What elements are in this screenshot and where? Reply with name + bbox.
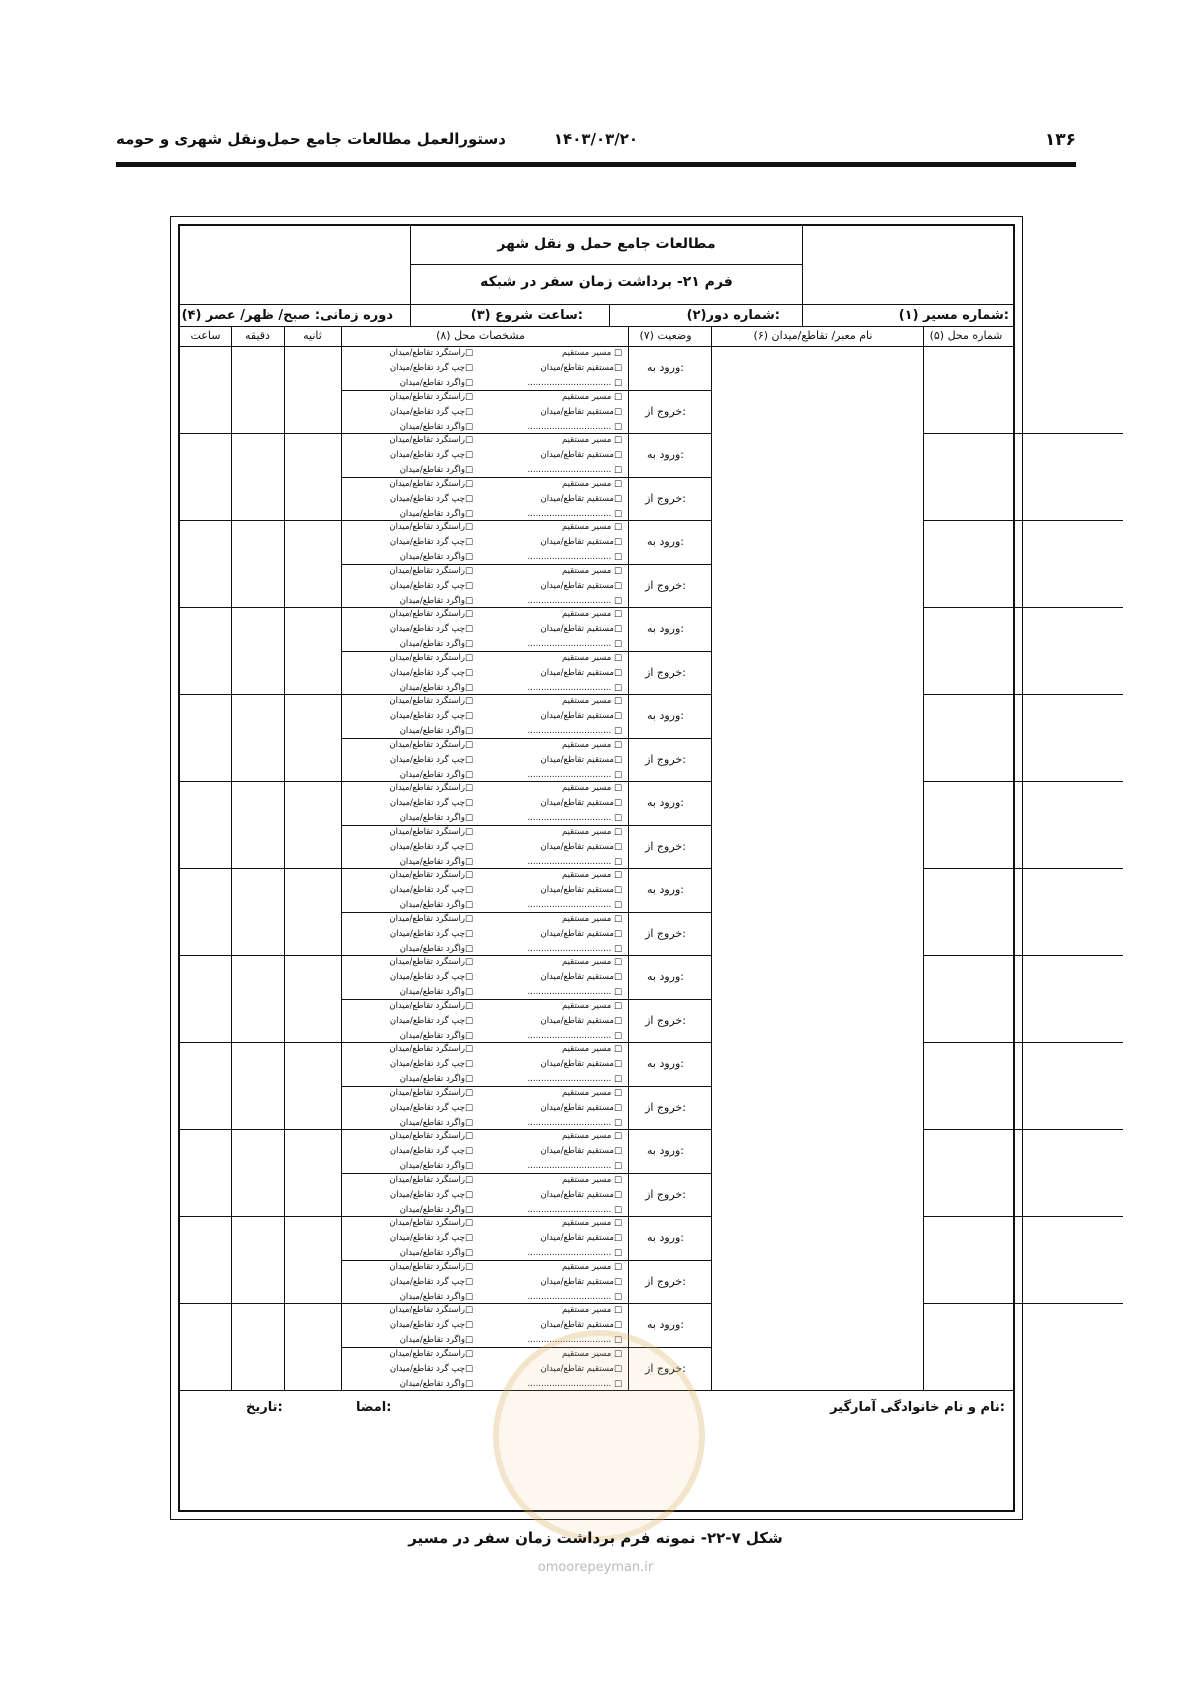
- status-exit-label: خروج از:: [645, 665, 686, 679]
- spec-option[interactable]: □راستگرد تقاطع/میدان: [389, 348, 473, 358]
- place-spec-options: [389, 1303, 473, 1348]
- status-option[interactable]: □مستقیم تقاطع/میدان: [540, 493, 622, 504]
- spec-option[interactable]: □واگرد تقاطع/میدان: [399, 552, 473, 562]
- status-option[interactable]: □ مسیر مستقیم: [561, 565, 622, 576]
- spec-option[interactable]: □راستگرد تقاطع/میدان: [389, 783, 473, 793]
- spec-option[interactable]: □راستگرد تقاطع/میدان: [389, 522, 473, 532]
- col-place-spec: (۸) مشخصات محل: [436, 329, 525, 342]
- place-spec-options: [389, 607, 473, 652]
- place-spec-options: [389, 738, 473, 783]
- status-option[interactable]: □ ...............................: [527, 378, 622, 388]
- spec-option[interactable]: □چپ گرد تقاطع/میدان: [389, 624, 473, 634]
- spec-option[interactable]: □راستگرد تقاطع/میدان: [389, 391, 473, 402]
- spec-option[interactable]: □واگرد تقاطع/میدان: [399, 726, 473, 736]
- place-spec-options: [389, 1260, 473, 1305]
- status-entry-label: ورود به:: [646, 535, 684, 548]
- signature-field: امضا:: [356, 1400, 392, 1415]
- table-row: [180, 825, 1013, 869]
- status-options: [528, 1086, 623, 1131]
- status-option[interactable]: □ ...............................: [527, 1030, 622, 1041]
- spec-option[interactable]: □راستگرد تقاطع/میدان: [389, 609, 473, 619]
- status-option[interactable]: □مستقیم تقاطع/میدان: [540, 798, 622, 808]
- spec-option[interactable]: □واگرد تقاطع/میدان: [399, 639, 473, 649]
- document-title: دستورالعمل مطالعات جامع حمل‌ونقل شهری و حومه: [116, 130, 506, 148]
- spec-option[interactable]: □چپ گرد تقاطع/میدان: [389, 1233, 473, 1243]
- place-spec-options: [389, 1173, 473, 1218]
- status-option[interactable]: □مستقیم تقاطع/میدان: [540, 624, 622, 634]
- status-entry-label: ورود به:: [646, 709, 684, 722]
- status-options: [528, 346, 623, 391]
- status-option[interactable]: □ ...............................: [527, 1248, 622, 1258]
- status-option[interactable]: □ مسیر مستقیم: [561, 1131, 622, 1141]
- col-place-number: (۵) شماره محل: [929, 329, 1003, 342]
- spec-option[interactable]: □چپ گرد تقاطع/میدان: [389, 798, 473, 808]
- status-option[interactable]: □مستقیم تقاطع/میدان: [540, 1276, 622, 1287]
- status-options: [528, 607, 623, 652]
- status-option[interactable]: □ مسیر مستقیم: [561, 826, 622, 837]
- table-row: [180, 1129, 1013, 1173]
- watermark-text: omoorepeyman.ir: [537, 1560, 654, 1575]
- status-option[interactable]: □مستقیم تقاطع/میدان: [540, 1320, 622, 1330]
- status-options: [528, 955, 623, 1000]
- status-option[interactable]: □ ...............................: [527, 682, 622, 693]
- spec-option[interactable]: □چپ گرد تقاطع/میدان: [389, 1102, 473, 1113]
- status-option[interactable]: □ مسیر مستقیم: [561, 1348, 622, 1359]
- status-option[interactable]: □ ...............................: [527, 856, 622, 867]
- status-option[interactable]: □ ...............................: [527, 1117, 622, 1128]
- status-option[interactable]: □مستقیم تقاطع/میدان: [540, 1015, 622, 1026]
- status-option[interactable]: □مستقیم تقاطع/میدان: [540, 754, 622, 765]
- place-spec-options: [389, 955, 473, 1000]
- spec-option[interactable]: □راستگرد تقاطع/میدان: [389, 1131, 473, 1141]
- table-row: [180, 912, 1013, 956]
- status-option[interactable]: □ مسیر مستقیم: [561, 870, 622, 880]
- status-option[interactable]: □ ...............................: [527, 508, 622, 519]
- status-option[interactable]: □ ...............................: [527, 813, 622, 823]
- place-spec-options: [389, 520, 473, 565]
- status-options: [528, 390, 623, 435]
- status-option[interactable]: □ مسیر مستقیم: [561, 435, 622, 445]
- table-row: [180, 955, 1013, 999]
- date-field: تاریخ:: [246, 1400, 283, 1415]
- spec-option[interactable]: □واگرد تقاطع/میدان: [399, 465, 473, 475]
- spec-option[interactable]: □چپ گرد تقاطع/میدان: [389, 1059, 473, 1069]
- spec-option[interactable]: □راستگرد تقاطع/میدان: [389, 870, 473, 880]
- place-spec-options: [389, 651, 473, 696]
- status-option[interactable]: □مستقیم تقاطع/میدان: [540, 1189, 622, 1200]
- place-spec-options: [389, 1129, 473, 1174]
- place-spec-options: [389, 868, 473, 913]
- table-row: [180, 868, 1013, 912]
- status-option[interactable]: □مستقیم تقاطع/میدان: [540, 1102, 622, 1113]
- spec-option[interactable]: □واگرد تقاطع/میدان: [399, 1204, 473, 1215]
- spec-option[interactable]: □واگرد تقاطع/میدان: [399, 769, 473, 780]
- spec-option[interactable]: □واگرد تقاطع/میدان: [399, 813, 473, 823]
- status-entry-label: ورود به:: [646, 796, 684, 809]
- table-row: [180, 694, 1013, 738]
- table-row: [180, 564, 1013, 608]
- place-spec-options: [389, 1216, 473, 1261]
- status-options: [528, 564, 623, 609]
- status-exit-label: خروج از:: [645, 839, 686, 853]
- spec-option[interactable]: □راستگرد تقاطع/میدان: [389, 1174, 473, 1185]
- status-entry-label: ورود به:: [646, 448, 684, 461]
- status-entry-label: ورود به:: [646, 970, 684, 983]
- spec-option[interactable]: □واگرد تقاطع/میدان: [399, 378, 473, 388]
- status-option[interactable]: □ مسیر مستقیم: [561, 391, 622, 402]
- table-row: [180, 1216, 1013, 1260]
- spec-option[interactable]: □واگرد تقاطع/میدان: [399, 1074, 473, 1084]
- place-spec-options: [389, 694, 473, 739]
- spec-option[interactable]: □واگرد تقاطع/میدان: [399, 1335, 473, 1345]
- spec-option[interactable]: □واگرد تقاطع/میدان: [399, 856, 473, 867]
- spec-option[interactable]: □واگرد تقاطع/میدان: [399, 595, 473, 606]
- status-entry-label: ورود به:: [646, 622, 684, 635]
- spec-option[interactable]: □چپ گرد تقاطع/میدان: [389, 1320, 473, 1330]
- status-option[interactable]: □ ...............................: [527, 943, 622, 954]
- status-options: [528, 520, 623, 565]
- form-title-form21: فرم ۲۱- برداشت زمان سفر در شبکه: [480, 274, 733, 290]
- place-spec-options: [389, 346, 473, 391]
- status-option[interactable]: □مستقیم تقاطع/میدان: [540, 928, 622, 939]
- status-option[interactable]: □ ...............................: [527, 987, 622, 997]
- status-option[interactable]: □ ...............................: [527, 1378, 622, 1389]
- spec-option[interactable]: □چپ گرد تقاطع/میدان: [389, 450, 473, 460]
- status-entry-label: ورود به:: [646, 1318, 684, 1331]
- status-option[interactable]: □ مسیر مستقیم: [561, 1000, 622, 1011]
- spec-option[interactable]: □واگرد تقاطع/میدان: [399, 682, 473, 693]
- spec-option[interactable]: □واگرد تقاطع/میدان: [399, 987, 473, 997]
- spec-option[interactable]: □راستگرد تقاطع/میدان: [389, 1305, 473, 1315]
- spec-option[interactable]: □واگرد تقاطع/میدان: [399, 943, 473, 954]
- spec-option[interactable]: □راستگرد تقاطع/میدان: [389, 435, 473, 445]
- status-options: [528, 1042, 623, 1087]
- status-option[interactable]: □مستقیم تقاطع/میدان: [540, 1363, 622, 1374]
- status-option[interactable]: □ ...............................: [527, 726, 622, 736]
- status-option[interactable]: □ مسیر مستقیم: [561, 1218, 622, 1228]
- time-period-field: (۴) دوره زمانی: صبح/ ظهر/ عصر: [181, 308, 393, 323]
- status-option[interactable]: □ مسیر مستقیم: [561, 609, 622, 619]
- form-title-study: مطالعات جامع حمل و نقل شهر: [497, 236, 716, 252]
- spec-option[interactable]: □راستگرد تقاطع/میدان: [389, 1348, 473, 1359]
- status-option[interactable]: □مستقیم تقاطع/میدان: [540, 406, 622, 417]
- table-row: [180, 738, 1013, 782]
- status-exit-label: خروج از:: [645, 404, 686, 418]
- status-options: [528, 477, 623, 522]
- status-exit-label: خروج از:: [645, 578, 686, 592]
- place-spec-options: [389, 564, 473, 609]
- status-options: [528, 1216, 623, 1261]
- spec-option[interactable]: □راستگرد تقاطع/میدان: [389, 957, 473, 967]
- spec-option[interactable]: □راستگرد تقاطع/میدان: [389, 1218, 473, 1228]
- page-header: [116, 130, 1076, 152]
- status-option[interactable]: □مستقیم تقاطع/میدان: [540, 1059, 622, 1069]
- status-option[interactable]: □ مسیر مستقیم: [561, 1174, 622, 1185]
- status-options: [528, 1173, 623, 1218]
- table-row: [180, 1086, 1013, 1130]
- place-spec-options: [389, 825, 473, 870]
- spec-option[interactable]: □راستگرد تقاطع/میدان: [389, 739, 473, 750]
- table-row: [180, 651, 1013, 695]
- status-option[interactable]: □ ...............................: [527, 1335, 622, 1345]
- header-rule: [116, 162, 1076, 167]
- status-exit-label: خروج از:: [645, 926, 686, 940]
- spec-option[interactable]: □واگرد تقاطع/میدان: [399, 421, 473, 432]
- status-entry-label: ورود به:: [646, 1144, 684, 1157]
- status-option[interactable]: □مستقیم تقاطع/میدان: [540, 537, 622, 547]
- spec-option[interactable]: □چپ گرد تقاطع/میدان: [389, 406, 473, 417]
- status-option[interactable]: □ ...............................: [527, 465, 622, 475]
- status-option[interactable]: □ مسیر مستقیم: [561, 696, 622, 706]
- spec-option[interactable]: □واگرد تقاطع/میدان: [399, 1248, 473, 1258]
- status-option[interactable]: □ ...............................: [527, 595, 622, 606]
- status-option[interactable]: □ مسیر مستقیم: [561, 1305, 622, 1315]
- start-time-field: (۳) ساعت شروع:: [470, 308, 583, 323]
- place-spec-options: [389, 1042, 473, 1087]
- spec-option[interactable]: □راستگرد تقاطع/میدان: [389, 565, 473, 576]
- status-exit-label: خروج از:: [645, 1100, 686, 1114]
- status-options: [528, 1129, 623, 1174]
- col-minute: دقیقه: [245, 329, 270, 342]
- place-spec-options: [389, 781, 473, 826]
- spec-option[interactable]: □واگرد تقاطع/میدان: [399, 1030, 473, 1041]
- place-spec-options: [389, 390, 473, 435]
- status-entry-label: ورود به:: [646, 883, 684, 896]
- status-option[interactable]: □مستقیم تقاطع/میدان: [540, 1146, 622, 1156]
- spec-option[interactable]: □واگرد تقاطع/میدان: [399, 1378, 473, 1389]
- status-option[interactable]: □ مسیر مستقیم: [561, 739, 622, 750]
- place-spec-options: [389, 999, 473, 1044]
- status-options: [528, 433, 623, 478]
- spec-option[interactable]: □راستگرد تقاطع/میدان: [389, 478, 473, 489]
- spec-option[interactable]: □چپ گرد تقاطع/میدان: [389, 537, 473, 547]
- spec-option[interactable]: □راستگرد تقاطع/میدان: [389, 652, 473, 663]
- status-options: [528, 738, 623, 783]
- status-exit-label: خروج از:: [645, 1013, 686, 1027]
- status-option[interactable]: □ ...............................: [527, 421, 622, 432]
- spec-option[interactable]: □چپ گرد تقاطع/میدان: [389, 711, 473, 721]
- spec-option[interactable]: □راستگرد تقاطع/میدان: [389, 1000, 473, 1011]
- col-status: (۷) وضعیت: [639, 329, 692, 342]
- header-date: ۱۴۰۳/۰۳/۲۰: [553, 130, 639, 148]
- spec-option[interactable]: □راستگرد تقاطع/میدان: [389, 913, 473, 924]
- status-option[interactable]: □ مسیر مستقیم: [561, 783, 622, 793]
- status-exit-label: خروج از:: [645, 1361, 686, 1375]
- round-number-field: (۲)شماره دور:: [686, 308, 780, 323]
- place-spec-options: [389, 1086, 473, 1131]
- spec-option[interactable]: □چپ گرد تقاطع/میدان: [389, 841, 473, 852]
- table-row: [180, 781, 1013, 825]
- status-option[interactable]: □ مسیر مستقیم: [561, 478, 622, 489]
- status-options: [528, 999, 623, 1044]
- spec-option[interactable]: □واگرد تقاطع/میدان: [399, 508, 473, 519]
- status-option[interactable]: □مستقیم تقاطع/میدان: [540, 580, 622, 591]
- table-row: [180, 1173, 1013, 1217]
- status-entry-label: ورود به:: [646, 1057, 684, 1070]
- status-option[interactable]: □ ...............................: [527, 1204, 622, 1215]
- spec-option[interactable]: □چپ گرد تقاطع/میدان: [389, 1146, 473, 1156]
- page-number: ۱۳۶: [1044, 130, 1076, 150]
- spec-option[interactable]: □واگرد تقاطع/میدان: [399, 1161, 473, 1171]
- status-options: [528, 912, 623, 957]
- spec-option[interactable]: □چپ گرد تقاطع/میدان: [389, 928, 473, 939]
- status-option[interactable]: □مستقیم تقاطع/میدان: [540, 450, 622, 460]
- table-row: [180, 999, 1013, 1043]
- status-options: [528, 868, 623, 913]
- table-row: [180, 390, 1013, 434]
- spec-option[interactable]: □راستگرد تقاطع/میدان: [389, 696, 473, 706]
- spec-option[interactable]: □چپ گرد تقاطع/میدان: [389, 1189, 473, 1200]
- status-options: [528, 825, 623, 870]
- table-row: [180, 607, 1013, 651]
- spec-option[interactable]: □چپ گرد تقاطع/میدان: [389, 667, 473, 678]
- spec-option[interactable]: □چپ گرد تقاطع/میدان: [389, 493, 473, 504]
- status-option[interactable]: □ مسیر مستقیم: [561, 348, 622, 358]
- status-option[interactable]: □ مسیر مستقیم: [561, 957, 622, 967]
- place-spec-options: [389, 433, 473, 478]
- spec-option[interactable]: □چپ گرد تقاطع/میدان: [389, 363, 473, 373]
- spec-option[interactable]: □چپ گرد تقاطع/میدان: [389, 1276, 473, 1287]
- spec-option[interactable]: □راستگرد تقاطع/میدان: [389, 1261, 473, 1272]
- spec-option[interactable]: □راستگرد تقاطع/میدان: [389, 1087, 473, 1098]
- status-option[interactable]: □ ...............................: [527, 639, 622, 649]
- table-row: [180, 1042, 1013, 1086]
- status-option[interactable]: □مستقیم تقاطع/میدان: [540, 972, 622, 982]
- spec-option[interactable]: □چپ گرد تقاطع/میدان: [389, 1015, 473, 1026]
- status-option[interactable]: □ مسیر مستقیم: [561, 1261, 622, 1272]
- status-option[interactable]: □ ...............................: [527, 1291, 622, 1302]
- status-exit-label: خروج از:: [645, 491, 686, 505]
- status-option[interactable]: □ مسیر مستقیم: [561, 1087, 622, 1098]
- form-table: [178, 224, 1015, 1512]
- status-exit-label: خروج از:: [645, 1274, 686, 1288]
- table-row: [180, 346, 1013, 390]
- spec-option[interactable]: □چپ گرد تقاطع/میدان: [389, 885, 473, 895]
- spec-option[interactable]: □واگرد تقاطع/میدان: [399, 1117, 473, 1128]
- spec-option[interactable]: □چپ گرد تقاطع/میدان: [389, 754, 473, 765]
- status-option[interactable]: □ مسیر مستقیم: [561, 522, 622, 532]
- spec-option[interactable]: □چپ گرد تقاطع/میدان: [389, 580, 473, 591]
- place-spec-options: [389, 912, 473, 957]
- table-row: [180, 1260, 1013, 1304]
- status-entry-label: ورود به:: [646, 361, 684, 374]
- status-option[interactable]: □ ...............................: [527, 769, 622, 780]
- status-option[interactable]: □ ...............................: [527, 1074, 622, 1084]
- spec-option[interactable]: □راستگرد تقاطع/میدان: [389, 826, 473, 837]
- spec-option[interactable]: □واگرد تقاطع/میدان: [399, 1291, 473, 1302]
- status-option[interactable]: □ مسیر مستقیم: [561, 1044, 622, 1054]
- place-spec-options: [389, 1347, 473, 1392]
- form-frame: [170, 216, 1023, 1520]
- status-exit-label: خروج از:: [645, 752, 686, 766]
- status-entry-label: ورود به:: [646, 1231, 684, 1244]
- status-option[interactable]: □ ...............................: [527, 900, 622, 910]
- col-second: ثانیه: [303, 329, 322, 342]
- status-option[interactable]: □مستقیم تقاطع/میدان: [540, 667, 622, 678]
- status-option[interactable]: □مستقیم تقاطع/میدان: [540, 885, 622, 895]
- spec-option[interactable]: □راستگرد تقاطع/میدان: [389, 1044, 473, 1054]
- table-row: [180, 477, 1013, 521]
- figure-caption: شکل ۷-۲۲- نمونه فرم برداشت زمان سفر در مسیر: [408, 1529, 783, 1547]
- col-hour: ساعت: [190, 329, 221, 342]
- status-option[interactable]: □ ...............................: [527, 552, 622, 562]
- spec-option[interactable]: □چپ گرد تقاطع/میدان: [389, 1363, 473, 1374]
- status-option[interactable]: □مستقیم تقاطع/میدان: [540, 711, 622, 721]
- route-number-field: (۱) شماره مسیر:: [898, 308, 1009, 323]
- watermark-seal-logo: [493, 1330, 705, 1542]
- spec-option[interactable]: □واگرد تقاطع/میدان: [399, 900, 473, 910]
- status-option[interactable]: □ ...............................: [527, 1161, 622, 1171]
- status-option[interactable]: □مستقیم تقاطع/میدان: [540, 363, 622, 373]
- status-options: [528, 694, 623, 739]
- table-row: [180, 433, 1013, 477]
- status-option[interactable]: □ مسیر مستقیم: [561, 652, 622, 663]
- status-option[interactable]: □مستقیم تقاطع/میدان: [540, 1233, 622, 1243]
- status-exit-label: خروج از:: [645, 1187, 686, 1201]
- table-row: [180, 520, 1013, 564]
- spec-option[interactable]: □چپ گرد تقاطع/میدان: [389, 972, 473, 982]
- place-spec-options: [389, 477, 473, 522]
- status-options: [528, 1260, 623, 1305]
- status-options: [528, 781, 623, 826]
- status-option[interactable]: □مستقیم تقاطع/میدان: [540, 841, 622, 852]
- status-option[interactable]: □ مسیر مستقیم: [561, 913, 622, 924]
- surveyor-name-field: نام و نام خانوادگی آمارگیر:: [830, 1400, 1005, 1415]
- col-passage-name: (۶) نام معبر/ تقاطع/میدان: [753, 329, 873, 342]
- status-options: [528, 651, 623, 696]
